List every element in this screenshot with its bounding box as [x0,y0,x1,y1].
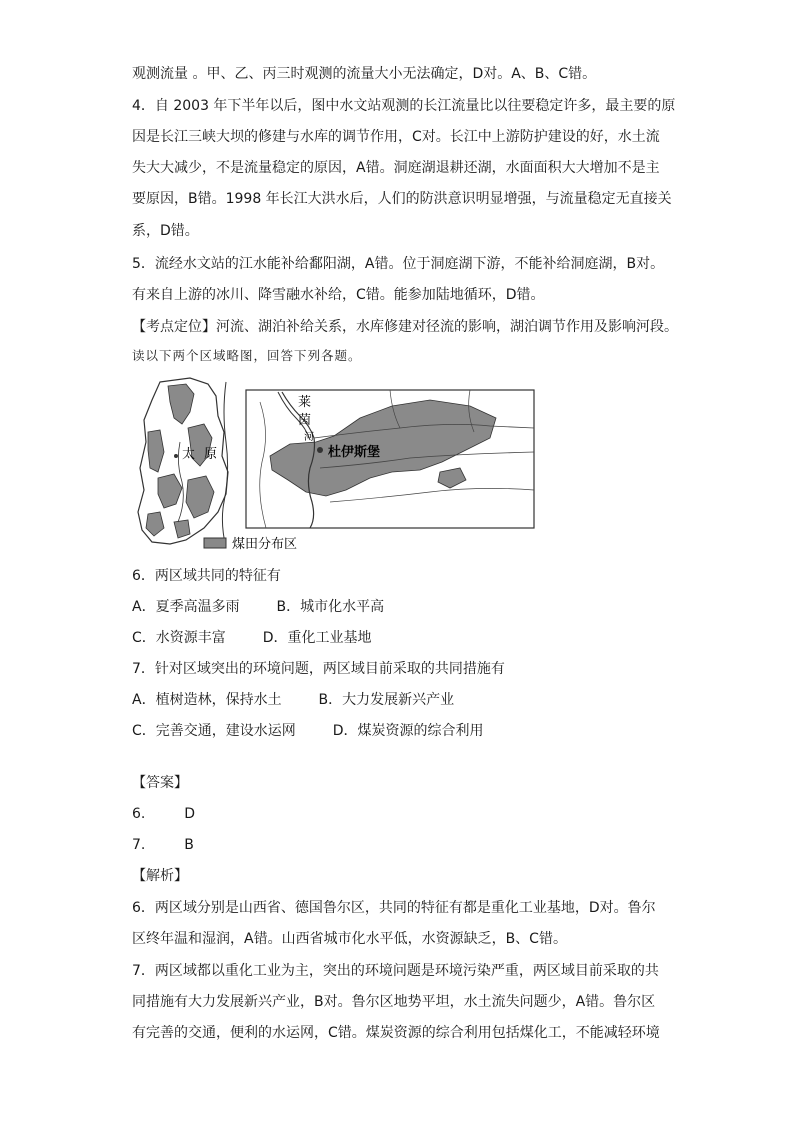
legend-swatch [204,538,226,548]
rhine-label-3: 河 [304,432,314,443]
taiyuan-label-2: 原 [204,446,218,461]
text-line: 要原因，B错。1998 年长江大洪水后，人们的防洪意识明显增强，与流量稳定无直接关 [132,191,672,207]
rhine-label-2: 茵 [298,412,312,427]
rhine-label-1: 莱 [298,394,312,409]
text-line: 观测流量 。甲、乙、丙三时观测的流量大小无法确定，D对。A、B、C错。 [132,66,597,82]
question-options [132,597,672,617]
option-d: D．煤炭资源的综合利用 [332,723,484,739]
answer-num: 7. [132,837,146,853]
option-b: B．城市化水平高 [276,599,385,615]
analysis-line: 7．两区域都以重化工业为主，突出的环境问题是环境污染严重，两区域目前采取的共 [132,963,659,979]
analysis-line: 区终年温和湿润，A错。山西省城市化水平低，水资源缺乏，B、C错。 [132,931,567,947]
question-stem: 7．针对区域突出的环境问题，两区域目前采取的共同措施有 [132,661,505,677]
text-line: 5．流经水文站的江水能补给鄱阳湖，A错。位于洞庭湖下游，不能补给洞庭湖，B对。 [132,256,665,272]
text-line: 系，D错。 [132,223,199,239]
option-c: C．水资源丰富 [132,630,226,646]
legend-label: 煤田分布区 [232,536,298,551]
text-line: 失大大减少，不是流量稳定的原因，A错。洞庭湖退耕还湖，水面面积大大增加不是主 [132,160,660,176]
option-a: A．植树造林，保持水土 [132,692,282,708]
answer-row [132,835,672,855]
text-line: 【考点定位】河流、湖泊补给关系，水库修建对径流的影响，湖泊调节作用及影响河段。 [132,319,678,335]
answer-heading: 【答案】 [132,775,188,791]
text-line: 有来自上游的冰川、降雪融水补给，C错。能参加陆地循环，D错。 [132,287,545,303]
question-options [132,721,672,741]
answer-num: 6. [132,806,146,822]
shanxi-map [138,378,228,548]
option-c: C．完善交通，建设水运网 [132,723,296,739]
duisburg-label: 杜伊斯堡 [328,444,381,459]
analysis-line: 6．两区域分别是山西省、德国鲁尔区，共同的特征有都是重化工业基地，D对。鲁尔 [132,900,656,916]
instruction-text: 读以下两个区域略图，回答下列各题。 [132,348,362,363]
analysis-heading: 【解析】 [132,868,188,884]
answer-value: D [184,806,196,822]
coal-field-maps [130,372,540,554]
question-stem: 6．两区域共同的特征有 [132,568,281,584]
analysis-line: 有完善的交通，便利的水运网，C错。煤炭资源的综合利用包括煤化工，不能减轻环境 [132,1025,660,1041]
option-a: A．夏季高温多雨 [132,599,240,615]
text-line: 因是长江三峡大坝的修建与水库的调节作用，C对。长江中上游防护建设的好，水土流 [132,129,660,145]
question-options [132,690,672,710]
analysis-line: 同措施有大力发展新兴产业，B对。鲁尔区地势平坦，水土流失问题少，A错。鲁尔区 [132,994,656,1010]
ruhr-map [246,390,534,528]
answer-row [132,804,672,824]
taiyuan-label-1: 太 [182,446,196,461]
option-d: D．重化工业基地 [262,630,372,646]
text-line: 4．自 2003 年下半年以后，图中水文站观测的长江流量比以往要稳定许多，最主要的原 [132,98,676,114]
answer-value: B [184,837,194,853]
option-b: B．大力发展新兴产业 [318,692,455,708]
question-options [132,628,672,648]
